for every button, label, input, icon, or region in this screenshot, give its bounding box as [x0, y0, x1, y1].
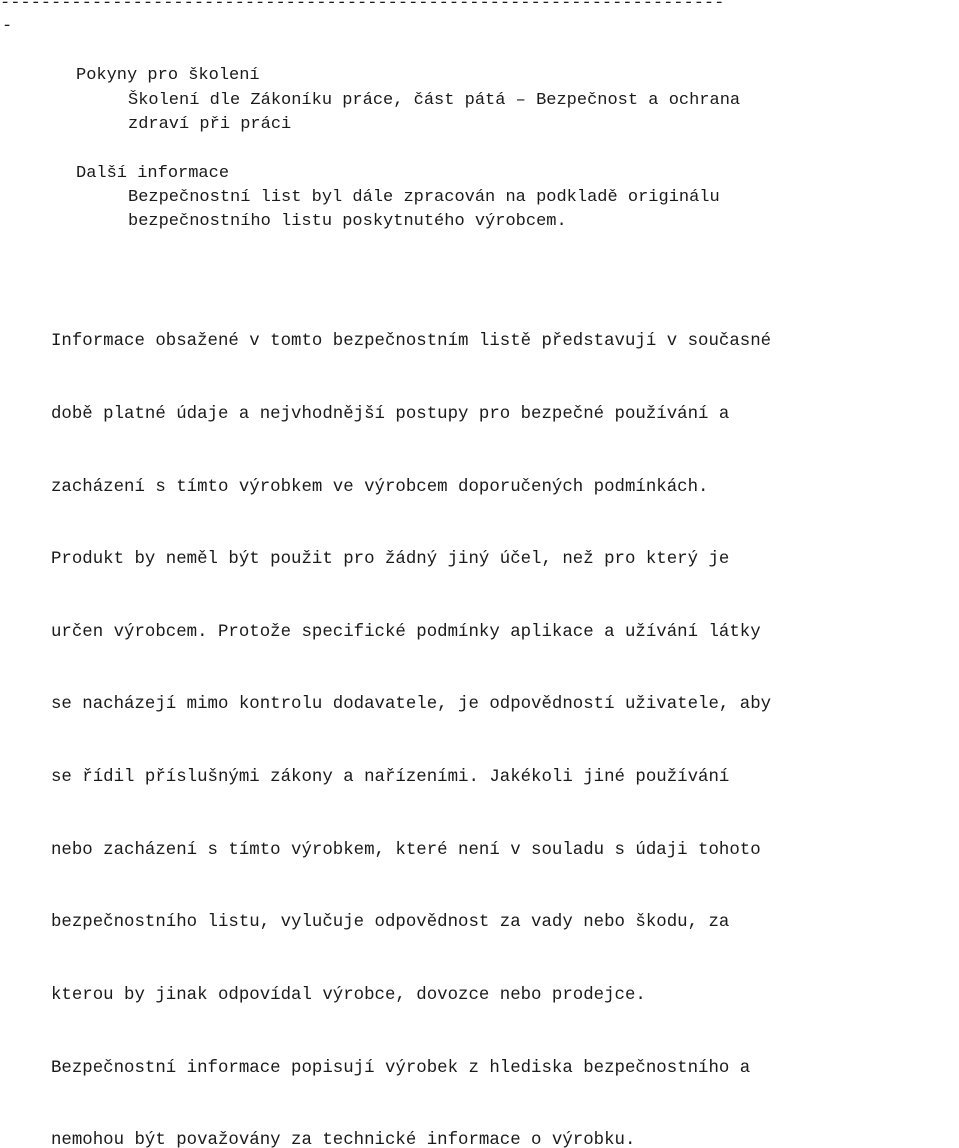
section-heading-further-info: Další informace [76, 164, 230, 183]
separator-tail: - [2, 17, 13, 36]
disclaimer-line: zacházení s tímto výrobkem ve výrobcem doporučených podmínkách. [51, 477, 709, 497]
disclaimer-line: Produkt by neměl být použit pro žádný jiný účel, než pro který je [51, 550, 730, 570]
disclaimer-line: nebo zacházení s tímto výrobkem, které není v souladu s údaji tohoto [51, 840, 761, 860]
disclaimer-paragraph [51, 282, 771, 1148]
disclaimer-line: se řídil příslušnými zákony a nařízeními. Jakékoli jiné používání [51, 768, 730, 788]
section-text-line: Bezpečnostní list byl dále zpracován na podkladě originálu [128, 188, 720, 207]
disclaimer-line: nemohou být považovány za technické informace o výrobku. [51, 1131, 636, 1148]
section-heading-training: Pokyny pro školení [76, 66, 260, 85]
section-text-line: bezpečnostního listu poskytnutého výrobcem. [128, 212, 567, 231]
section-text-line: Školení dle Zákoníku práce, část pátá – Bezpečnost a ochrana [128, 91, 741, 110]
disclaimer-line: se nacházejí mimo kontrolu dodavatele, je odpovědností uživatele, aby [51, 695, 772, 715]
disclaimer-line: Bezpečnostní informace popisují výrobek z hlediska bezpečnostního a [51, 1058, 751, 1078]
disclaimer-line: bezpečnostního listu, vylučuje odpovědnost za vady nebo škodu, za [51, 913, 730, 933]
section-text-line: zdraví při práci [128, 115, 292, 134]
disclaimer-line: době platné údaje a nejvhodnější postupy pro bezpečné používání a [51, 405, 730, 425]
disclaimer-line: Informace obsažené v tomto bezpečnostním listě představují v současné [51, 332, 772, 352]
separator-line: ----------------------------------------------------------------------- [0, 0, 725, 13]
disclaimer-line: určen výrobcem. Protože specifické podmínky aplikace a užívání látky [51, 622, 761, 642]
disclaimer-line: kterou by jinak odpovídal výrobce, dovozce nebo prodejce. [51, 985, 646, 1005]
